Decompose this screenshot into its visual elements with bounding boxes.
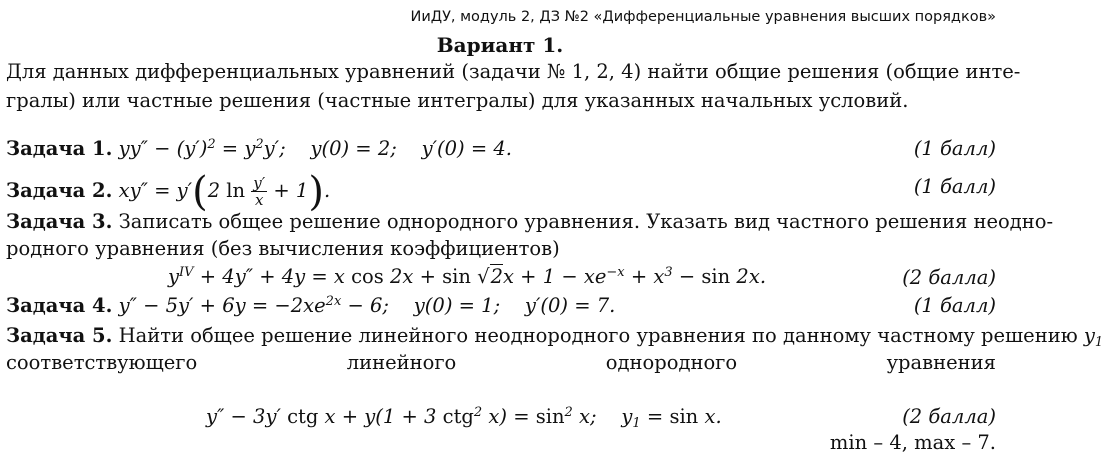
task-4-label: Задача 4. [6,294,113,317]
task-3 [6,210,1054,233]
task-2-points: (1 балл) [913,175,996,198]
task-5-line-2 [6,351,996,374]
task-3-formula: $y^{IV} + 4y'' + 4y = x$ $\cos 2x + \sin √2x + 1 - xe^{-x} + x^3 - \sin 2x$. [168,265,767,288]
task-5 [6,324,1103,350]
task-2-label: Задача 2. [6,179,113,202]
intro-line-1 [6,60,1021,83]
task-4-points: (1 балл) [913,294,996,317]
variant-title: Вариант 1. [436,33,564,57]
task-1-formula: $yy'' - (y')^2 = y^2y'$; y(0) = 2; y′(0) = 4. [118,137,512,160]
score-range: min – 4, max – 7. [829,431,996,454]
task-5-y1: $y_1$ [1083,324,1103,350]
intro-line-2: гралы) или частные решения (частные интегралы) для указанных начальных условий. [6,89,909,112]
task-3-points: (2 балла) [902,266,996,289]
task-1-points: (1 балл) [913,137,996,160]
task-5-points: (2 балла) [902,405,996,428]
task-2-formula: xy″ = y′(2 ln $\frac{y'}{x}$ + 1). [118,169,331,215]
document-header: ИиДУ, модуль 2, ДЗ №2 «Дифференциальные уравнения высших порядков» [410,9,996,25]
task-5-formula: y″ − 3y′ ctg x + y(1 + 3 ctg$^2$ $x) = \sin^2 x$; $y_1 = \sin x$. [206,405,722,431]
task-3-label: Задача 3. [6,210,113,233]
intro-text-1: Для данных дифференциальных уравнений (задачи № 1, 2, 4) найти общие решения (общие инте- [6,60,1021,83]
task-2 [6,169,996,215]
word-1: соответствующего [6,351,198,374]
task-4 [6,294,996,317]
word-2: линейного [346,351,457,374]
task-1-label: Задача 1. [6,137,113,160]
task-3-text-2: родного уравнения (без вычисления коэффициентов) [6,237,560,260]
task-5-text-1: Найти общее решение линейного неоднородного уравнения по данному частному решению [118,324,1078,347]
task-4-formula: $y'' - 5y' + 6y = -2xe^{2x} - 6$; y(0) = 1; y′(0) = 7. [118,294,616,317]
task-5-label: Задача 5. [6,324,113,347]
task-1 [6,137,996,160]
fraction: $\frac{y'}{x}$ [253,174,266,209]
word-4: уравнения [886,351,996,374]
task-3-text-1: Записать общее решение однородного уравнения. Указать вид частного решения неодно- [118,210,1054,233]
word-3: однородного [605,351,738,374]
